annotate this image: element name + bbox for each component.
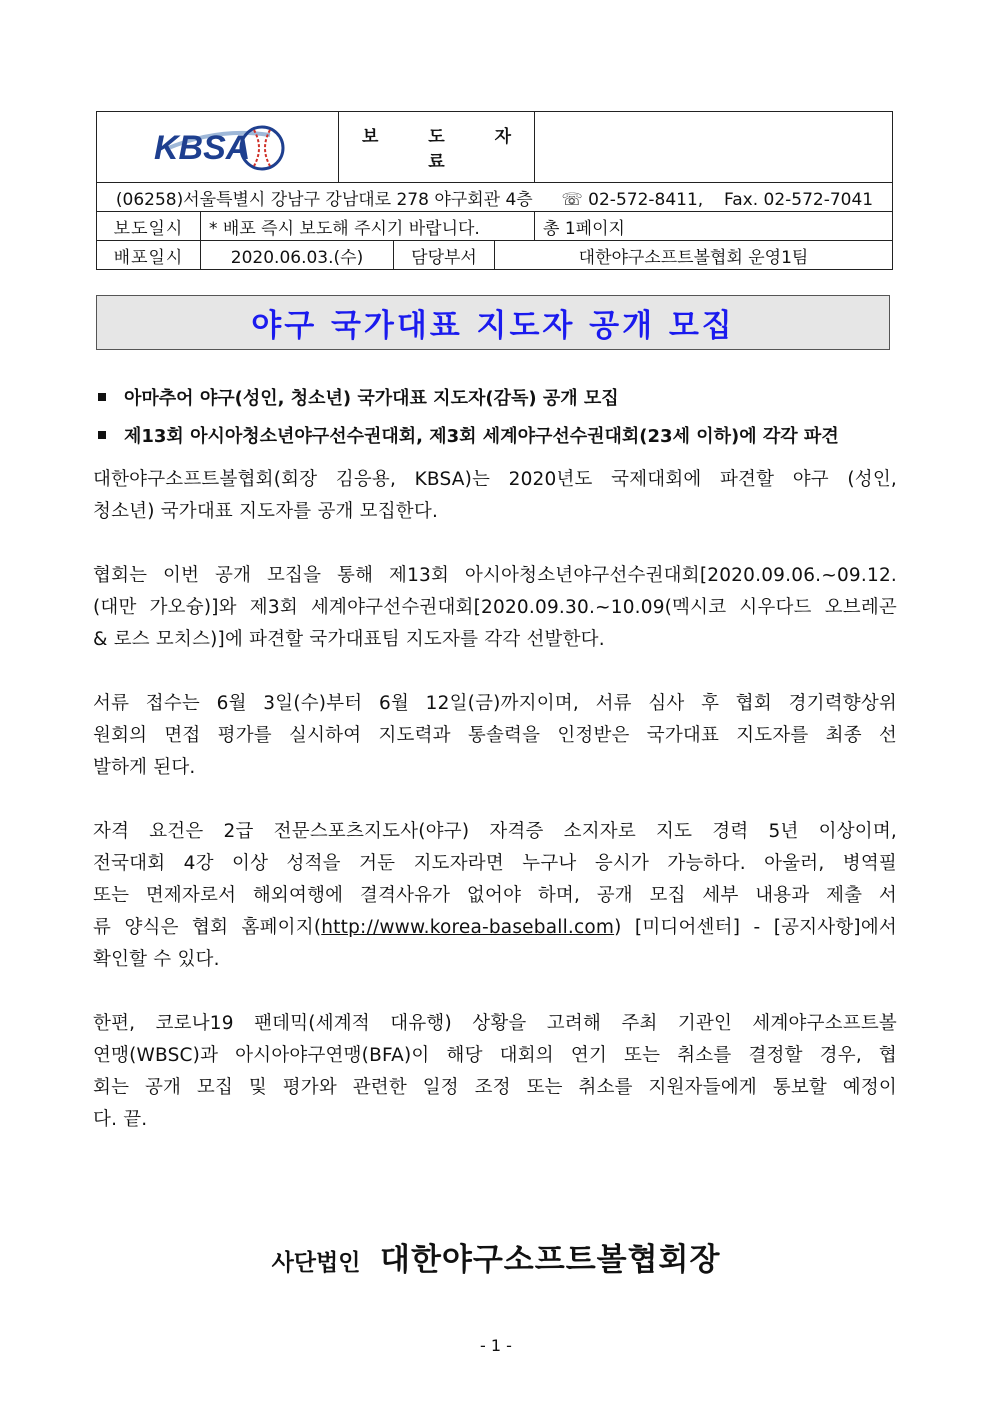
distribution-date-label: 배포일시 [97,241,201,270]
text-line: 연맹(WBSC)과 아시아야구연맹(BFA)이 해당 대회의 연기 또는 취소를 결정할 경우, 협 [93,1045,897,1066]
headline-box [96,295,890,350]
distribution-date-value: 2020.06.03.(수) [201,241,394,270]
release-date-label: 보도일시 [97,212,201,241]
fax-number: Fax. 02-572-7041 [724,189,874,210]
text-line: 다. 끝. [93,1109,148,1130]
text-line: 확인할 수 있다. [93,949,220,970]
text-line: 청소년) 국가대표 지도자를 공개 모집한다. [93,501,439,522]
text-line: 한편, 코로나19 팬데믹(세계적 대유행) 상황을 고려해 주최 기관인 세계야구소프트볼 [93,1013,897,1034]
bullet-item [96,378,896,416]
square-bullet-icon [98,431,106,439]
text-line: 전국대회 4강 이상 성적을 거둔 지도자라면 누구나 응시가 가능하다. 아울러, 병역필 [93,853,897,874]
text-line: 발하게 된다. [93,757,196,778]
text-line-with-link [93,912,897,944]
headline: 야구 국가대표 지도자 공개 모집 [251,308,735,344]
text-fragment: 류 양식은 협회 홈페이지( [93,917,322,938]
square-bullet-icon [98,393,106,401]
paragraph-4 [93,816,897,976]
logo-cell [97,112,339,183]
kbsa-logo [148,115,288,175]
bullet-text: 제13회 아시아청소년야구선수권대회, 제3회 세계야구선수권대회(23세 이하)에 각각 파견 [124,426,839,447]
address-text: (06258)서울특별시 강남구 강남대로 278 야구회관 4층 [115,189,533,210]
page-count: 총 1페이지 [535,212,893,241]
text-line: 회는 공개 모집 및 평가와 관련한 일정 조정 또는 취소를 지원자들에게 통보할 예정이 [93,1077,897,1098]
department-value: 대한야구소프트볼협회 운영1팀 [495,241,893,270]
text-line: 서류 접수는 6월 3일(수)부터 6월 12일(금)까지이며, 서류 심사 후 협회 경기력향상위 [93,693,897,714]
signature [0,1234,992,1279]
phone-number: 02-572-8411, [588,189,704,210]
paragraph-3 [93,688,897,784]
department-label: 담당부서 [394,241,495,270]
text-line: 대한야구소프트볼협회(회장 김응용, KBSA)는 2020년도 국제대회에 파견할 야구 (성인, [93,469,897,490]
text-fragment: ) [미디어센터] - [공지사항]에서 [614,917,897,938]
phone-icon: ☏ [561,189,583,210]
signature-prefix: 사단법인 [271,1250,361,1276]
paragraph-2 [93,560,897,656]
paragraph-1 [93,464,897,528]
paragraph-5 [93,1008,897,1136]
bullet-item [96,416,896,454]
text-line: & 로스 모치스)]에 파견할 국가대표팀 지도자를 각각 선발한다. [93,629,605,650]
press-release-header-table [96,111,893,270]
text-line: 또는 면제자로서 해외여행에 결격사유가 없어야 하며, 공개 모집 세부 내용과 제출 서 [93,885,897,906]
page-number: - 1 - [480,1336,512,1355]
bullet-text: 아마추어 야구(성인, 청소년) 국가대표 지도자(감독) 공개 모집 [124,388,619,409]
text-line: (대만 가오슝)]와 제3회 세계야구선수권대회[2020.09.30.~10.09(멕시코 시우다드 오브레곤 [93,597,897,618]
signature-name: 대한야구소프트볼협회장 [380,1242,721,1278]
text-line: 원회의 면접 평가를 실시하여 지도력과 통솔력을 인정받은 국가대표 지도자를 최종 선 [93,725,897,746]
text-line: 자격 요건은 2급 전문스포츠지도사(야구) 자격증 소지자로 지도 경력 5년 이상이며, [93,821,897,842]
release-date-value: * 배포 즉시 보도해 주시기 바랍니다. [201,212,535,241]
document-title: 보 도 자 료 [339,112,535,183]
homepage-link[interactable]: http://www.korea-baseball.com [321,917,615,938]
logo-text: KBSA [153,128,250,167]
empty-header-cell [535,112,893,183]
article-body [93,464,897,1168]
text-line: 협회는 이번 공개 모집을 통해 제13회 아시아청소년야구선수권대회[2020.09.06.~09.12. [93,565,897,586]
address-row [97,183,893,212]
summary-bullets [96,378,896,454]
